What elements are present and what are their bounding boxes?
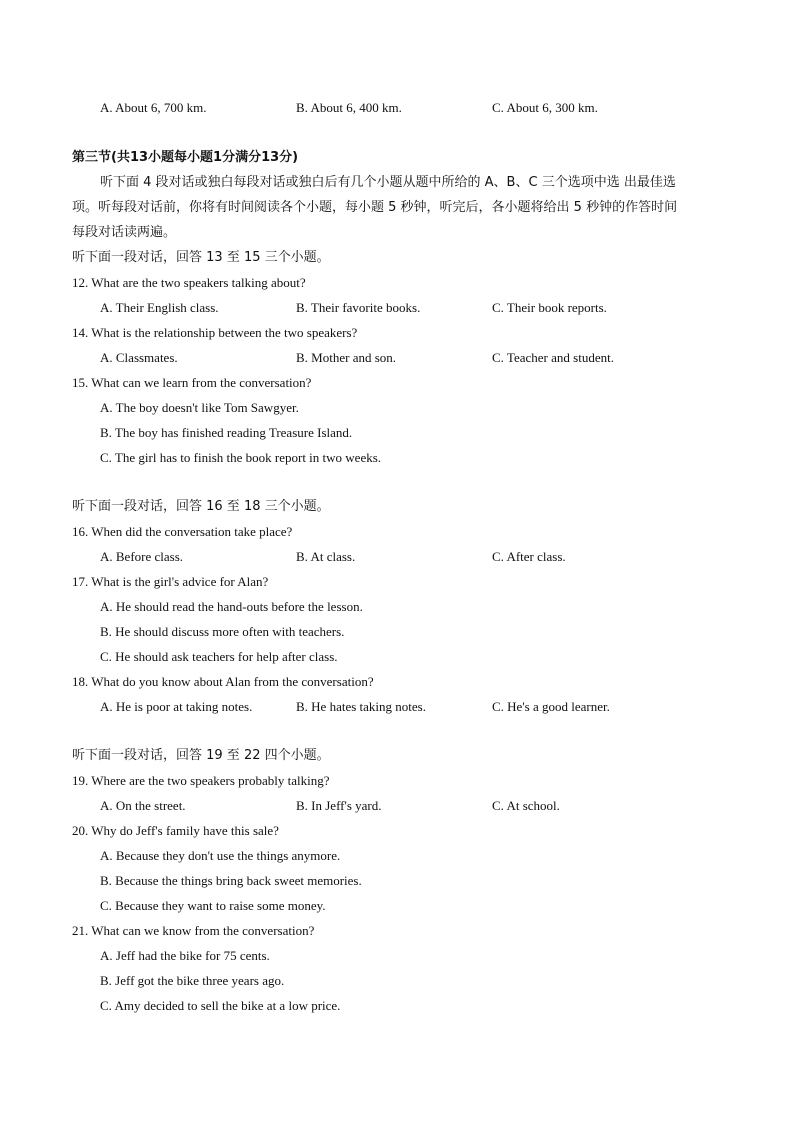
q17-text: 17. What is the girl's advice for Alan?	[72, 574, 269, 589]
q11-option-b: B. About 6, 400 km.	[296, 100, 402, 115]
dialogue-1-heading: 听下面一段对话，回答 13 至 15 三个小题。	[72, 250, 330, 265]
q16-option-a: A. Before class.	[100, 549, 184, 564]
q19-text: 19. Where are the two speakers probably talking?	[72, 773, 330, 788]
q15-option-b: B. The boy has finished reading Treasure Island.	[100, 425, 353, 440]
q16-option-c: C. After class.	[492, 549, 566, 564]
q21-text: 21. What can we know from the conversation?	[72, 923, 315, 938]
q14-text: 14. What is the relationship between the two speakers?	[72, 325, 358, 340]
q19-option-c: C. At school.	[492, 798, 560, 813]
section-title: 第三节(共13小题每小题1分满分13分)	[72, 150, 299, 165]
q14-option-a: A. Classmates.	[100, 350, 178, 365]
section-intro-line-2: 项。听每段对话前，你将有时间阅读各个小题，每小题 5 秒钟，听完后，各小题将给出 5 秒钟的作答时间	[72, 200, 678, 215]
q18-option-a: A. He is poor at taking notes.	[100, 699, 253, 714]
q18-option-b: B. He hates taking notes.	[296, 699, 426, 714]
q18-option-c: C. He's a good learner.	[492, 699, 610, 714]
q19-options	[0, 797, 794, 815]
q16-options	[0, 548, 794, 566]
q15-text: 15. What can we learn from the conversation?	[72, 375, 312, 390]
q14-option-b: B. Mother and son.	[296, 350, 397, 365]
q15-option-a: A. The boy doesn't like Tom Sawgyer.	[100, 400, 299, 415]
q16-text: 16. When did the conversation take place?	[72, 524, 293, 539]
q19-option-a: A. On the street.	[100, 798, 186, 813]
q12-option-b: B. Their favorite books.	[296, 300, 421, 315]
q21-option-a: A. Jeff had the bike for 75 cents.	[100, 948, 270, 963]
q15-option-c: C. The girl has to finish the book report in two weeks.	[100, 450, 382, 465]
dialogue-3-heading: 听下面一段对话，回答 19 至 22 四个小题。	[72, 748, 330, 763]
q21-option-c: C. Amy decided to sell the bike at a low price.	[100, 998, 341, 1013]
q20-text: 20. Why do Jeff's family have this sale?	[72, 823, 279, 838]
q12-text: 12. What are the two speakers talking about?	[72, 275, 306, 290]
q14-options	[0, 349, 794, 367]
q18-options	[0, 698, 794, 716]
q20-option-c: C. Because they want to raise some money.	[100, 898, 326, 913]
q12-options	[0, 299, 794, 317]
q16-option-b: B. At class.	[296, 549, 356, 564]
q20-option-b: B. Because the things bring back sweet memories.	[100, 873, 362, 888]
q11-options	[0, 99, 794, 117]
section-intro-line-3: 每段对话读两遍。	[72, 225, 177, 240]
q11-option-c: C. About 6, 300 km.	[492, 100, 598, 115]
q18-text: 18. What do you know about Alan from the conversation?	[72, 674, 374, 689]
q11-option-a: A. About 6, 700 km.	[100, 100, 207, 115]
q20-option-a: A. Because they don't use the things anymore.	[100, 848, 341, 863]
q17-option-b: B. He should discuss more often with teachers.	[100, 624, 345, 639]
dialogue-2-heading: 听下面一段对话，回答 16 至 18 三个小题。	[72, 499, 330, 514]
q19-option-b: B. In Jeff's yard.	[296, 798, 382, 813]
q17-option-a: A. He should read the hand-outs before the lesson.	[100, 599, 363, 614]
q12-option-c: C. Their book reports.	[492, 300, 607, 315]
q12-option-a: A. Their English class.	[100, 300, 219, 315]
section-intro-line-1: 听下面 4 段对话或独白每段对话或独白后有几个小题从题中所给的 A、B、C 三个选项中选 出最佳选	[100, 175, 676, 190]
q17-option-c: C. He should ask teachers for help after class.	[100, 649, 338, 664]
q14-option-c: C. Teacher and student.	[492, 350, 614, 365]
q21-option-b: B. Jeff got the bike three years ago.	[100, 973, 285, 988]
